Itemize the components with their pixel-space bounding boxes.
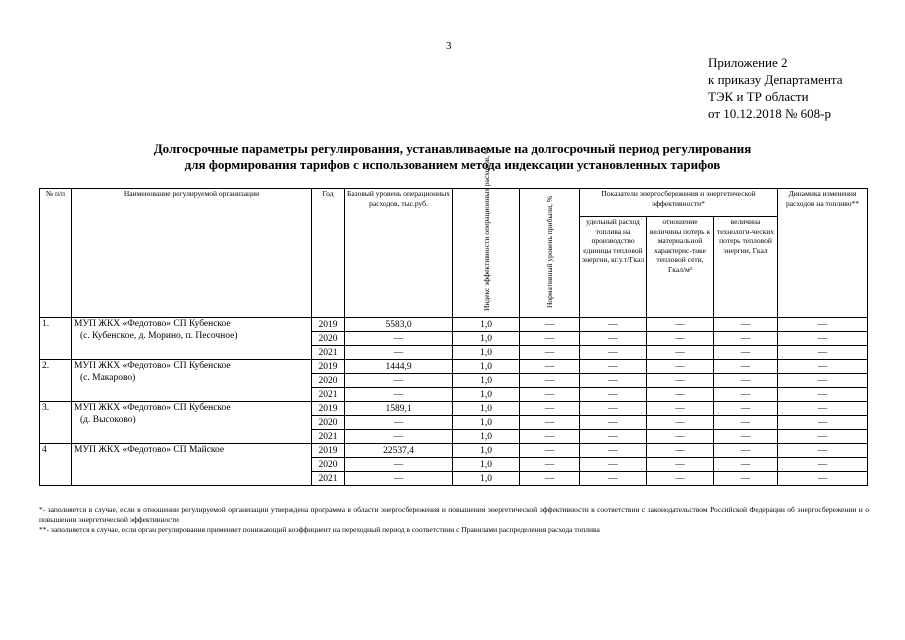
tech-losses-cell: — — [714, 346, 778, 360]
loss-ratio-cell: — — [647, 360, 714, 374]
efficiency-index-cell: 1,0 — [453, 388, 520, 402]
org-name-cell — [72, 402, 312, 444]
efficiency-index-cell: 1,0 — [453, 360, 520, 374]
header-efficiency-index — [453, 147, 520, 318]
base-level-cell: 1444,9 — [345, 360, 453, 374]
tech-losses-cell: — — [714, 318, 778, 332]
org-name-cell — [72, 318, 312, 360]
loss-ratio-cell: — — [647, 374, 714, 388]
fuel-consumption-cell: — — [580, 332, 647, 346]
year-cell: 2019 — [312, 360, 345, 374]
efficiency-index-cell: 1,0 — [453, 444, 520, 458]
title-line-1: Долгосрочные параметры регулирования, устанавливаемые на долгосрочный период регулирования — [153, 141, 752, 156]
year-cell: 2021 — [312, 430, 345, 444]
tech-losses-cell: — — [714, 332, 778, 346]
loss-ratio-cell: — — [647, 416, 714, 430]
loss-ratio-cell: — — [647, 430, 714, 444]
loss-ratio-cell: — — [647, 458, 714, 472]
tech-losses-cell: — — [714, 458, 778, 472]
table-body — [40, 318, 868, 486]
loss-ratio-cell: — — [647, 472, 714, 486]
loss-ratio-cell: — — [647, 318, 714, 332]
org-name: МУП ЖКХ «Федотово» СП Кубенское — [74, 319, 231, 329]
dynamics-cell: — — [778, 416, 868, 430]
header-efficiency-index-text: Индекс эффективности операционных расходов, % — [481, 147, 491, 311]
tech-losses-cell: — — [714, 416, 778, 430]
base-level-cell: 1589,1 — [345, 402, 453, 416]
org-number-cell: 4 — [40, 444, 72, 486]
header-profit-level-text: Нормативный уровень прибыли, % — [545, 195, 554, 308]
org-location: (с. Кубенское, д. Морино, п. Песочное) — [80, 331, 238, 341]
profit-level-cell: — — [520, 444, 580, 458]
tech-losses-cell: — — [714, 402, 778, 416]
profit-level-cell: — — [520, 374, 580, 388]
table-row — [40, 444, 868, 458]
approval-line-1: Приложение 2 — [708, 55, 788, 70]
header-org: Наименование регулируемой организации — [72, 189, 312, 318]
base-level-cell: — — [345, 388, 453, 402]
profit-level-cell: — — [520, 346, 580, 360]
header-dynamics: Динамика изменения расходов на топливо** — [778, 189, 868, 318]
dynamics-cell: — — [778, 346, 868, 360]
fuel-consumption-cell: — — [580, 430, 647, 444]
fuel-consumption-cell: — — [580, 416, 647, 430]
header-fuel-consumption: удельный расход топлива на производство единицы тепловой энергии, кг.у.т/Гкал — [580, 217, 647, 318]
fuel-consumption-cell: — — [580, 388, 647, 402]
dynamics-cell: — — [778, 402, 868, 416]
title-line-2: для формирования тарифов с использованием метода индексации установленных тарифов — [184, 157, 721, 172]
header-year: Год — [312, 189, 345, 318]
efficiency-index-cell: 1,0 — [453, 458, 520, 472]
year-cell: 2020 — [312, 416, 345, 430]
fuel-consumption-cell: — — [580, 472, 647, 486]
year-cell: 2021 — [312, 472, 345, 486]
tech-losses-cell: — — [714, 360, 778, 374]
fuel-consumption-cell: — — [580, 360, 647, 374]
org-name: МУП ЖКХ «Федотово» СП Кубенское — [74, 361, 231, 371]
profit-level-cell: — — [520, 402, 580, 416]
org-name-cell — [72, 360, 312, 402]
fuel-consumption-cell: — — [580, 444, 647, 458]
profit-level-cell: — — [520, 430, 580, 444]
year-cell: 2019 — [312, 318, 345, 332]
header-num: № п/п — [40, 189, 72, 318]
approval-line-2: к приказу Департамента — [708, 72, 843, 87]
efficiency-index-cell: 1,0 — [453, 416, 520, 430]
dynamics-cell: — — [778, 388, 868, 402]
approval-line-3: ТЭК и ТР области — [708, 89, 809, 104]
profit-level-cell: — — [520, 332, 580, 346]
efficiency-index-cell: 1,0 — [453, 374, 520, 388]
base-level-cell: — — [345, 458, 453, 472]
tech-losses-cell: — — [714, 430, 778, 444]
fuel-consumption-cell: — — [580, 346, 647, 360]
profit-level-cell: — — [520, 416, 580, 430]
footnotes — [39, 505, 869, 535]
fuel-consumption-cell: — — [580, 402, 647, 416]
fuel-consumption-cell: — — [580, 318, 647, 332]
year-cell: 2020 — [312, 458, 345, 472]
header-loss-ratio: отношение величины потерь к материальной характерис-тике тепловой сети, Гкал/м² — [647, 217, 714, 318]
org-location: (с. Макарово) — [80, 373, 136, 383]
base-level-cell: — — [345, 374, 453, 388]
footnote-1: *- заполняется в случае, если в отношении регулируемой организации утверждена программа в области энергосбережения и повышения энергетической эффективности в соответствии с законодательством Российской Федерации об энергосбережении и о повышении энергетической эффективности — [39, 505, 869, 524]
dynamics-cell: — — [778, 332, 868, 346]
table-row — [40, 360, 868, 374]
year-cell: 2020 — [312, 374, 345, 388]
profit-level-cell: — — [520, 388, 580, 402]
page-number: 3 — [446, 40, 452, 52]
org-number-cell: 3. — [40, 402, 72, 444]
org-name-cell — [72, 444, 312, 486]
dynamics-cell: — — [778, 430, 868, 444]
footnote-2: **- заполняется в случае, если орган регулирования применяет понижающий коэффициент на переходный период в соответствии с Правилами распределения расхода топлива — [39, 525, 600, 534]
year-cell: 2019 — [312, 444, 345, 458]
header-tech-losses: величина технологи-ческих потерь тепловой энергии, Гкал — [714, 217, 778, 318]
header-base-level: Базовый уровень операционных расходов, тыс.руб. — [345, 189, 453, 318]
efficiency-index-cell: 1,0 — [453, 402, 520, 416]
dynamics-cell: — — [778, 458, 868, 472]
header-energy-group: Показатели энергосбережения и энергетической эффективности* — [580, 189, 778, 217]
org-name: МУП ЖКХ «Федотово» СП Майское — [74, 445, 225, 455]
year-cell: 2021 — [312, 388, 345, 402]
year-cell: 2019 — [312, 402, 345, 416]
org-name: МУП ЖКХ «Федотово» СП Кубенское — [74, 403, 231, 413]
dynamics-cell: — — [778, 374, 868, 388]
table-row — [40, 402, 868, 416]
efficiency-index-cell: 1,0 — [453, 430, 520, 444]
header-profit-level — [520, 189, 580, 318]
tech-losses-cell: — — [714, 472, 778, 486]
base-level-cell: 22537,4 — [345, 444, 453, 458]
dynamics-cell: — — [778, 444, 868, 458]
profit-level-cell: — — [520, 458, 580, 472]
base-level-cell: — — [345, 346, 453, 360]
org-location: (д. Высоково) — [80, 415, 136, 425]
base-level-cell: — — [345, 430, 453, 444]
approval-block — [708, 54, 843, 122]
org-number-cell: 2. — [40, 360, 72, 402]
profit-level-cell: — — [520, 472, 580, 486]
org-number-cell: 1. — [40, 318, 72, 360]
base-level-cell: 5583,0 — [345, 318, 453, 332]
fuel-consumption-cell: — — [580, 374, 647, 388]
table-row — [40, 318, 868, 332]
approval-line-4: от 10.12.2018 № 608-р — [708, 106, 831, 121]
efficiency-index-cell: 1,0 — [453, 472, 520, 486]
loss-ratio-cell: — — [647, 332, 714, 346]
dynamics-cell: — — [778, 318, 868, 332]
profit-level-cell: — — [520, 360, 580, 374]
year-cell: 2020 — [312, 332, 345, 346]
document-title — [0, 141, 905, 173]
tech-losses-cell: — — [714, 444, 778, 458]
loss-ratio-cell: — — [647, 388, 714, 402]
tech-losses-cell: — — [714, 374, 778, 388]
loss-ratio-cell: — — [647, 346, 714, 360]
tech-losses-cell: — — [714, 388, 778, 402]
dynamics-cell: — — [778, 360, 868, 374]
loss-ratio-cell: — — [647, 444, 714, 458]
profit-level-cell: — — [520, 318, 580, 332]
loss-ratio-cell: — — [647, 402, 714, 416]
efficiency-index-cell: 1,0 — [453, 346, 520, 360]
efficiency-index-cell: 1,0 — [453, 332, 520, 346]
base-level-cell: — — [345, 472, 453, 486]
fuel-consumption-cell: — — [580, 458, 647, 472]
year-cell: 2021 — [312, 346, 345, 360]
base-level-cell: — — [345, 332, 453, 346]
base-level-cell: — — [345, 416, 453, 430]
dynamics-cell: — — [778, 472, 868, 486]
efficiency-index-cell: 1,0 — [453, 318, 520, 332]
